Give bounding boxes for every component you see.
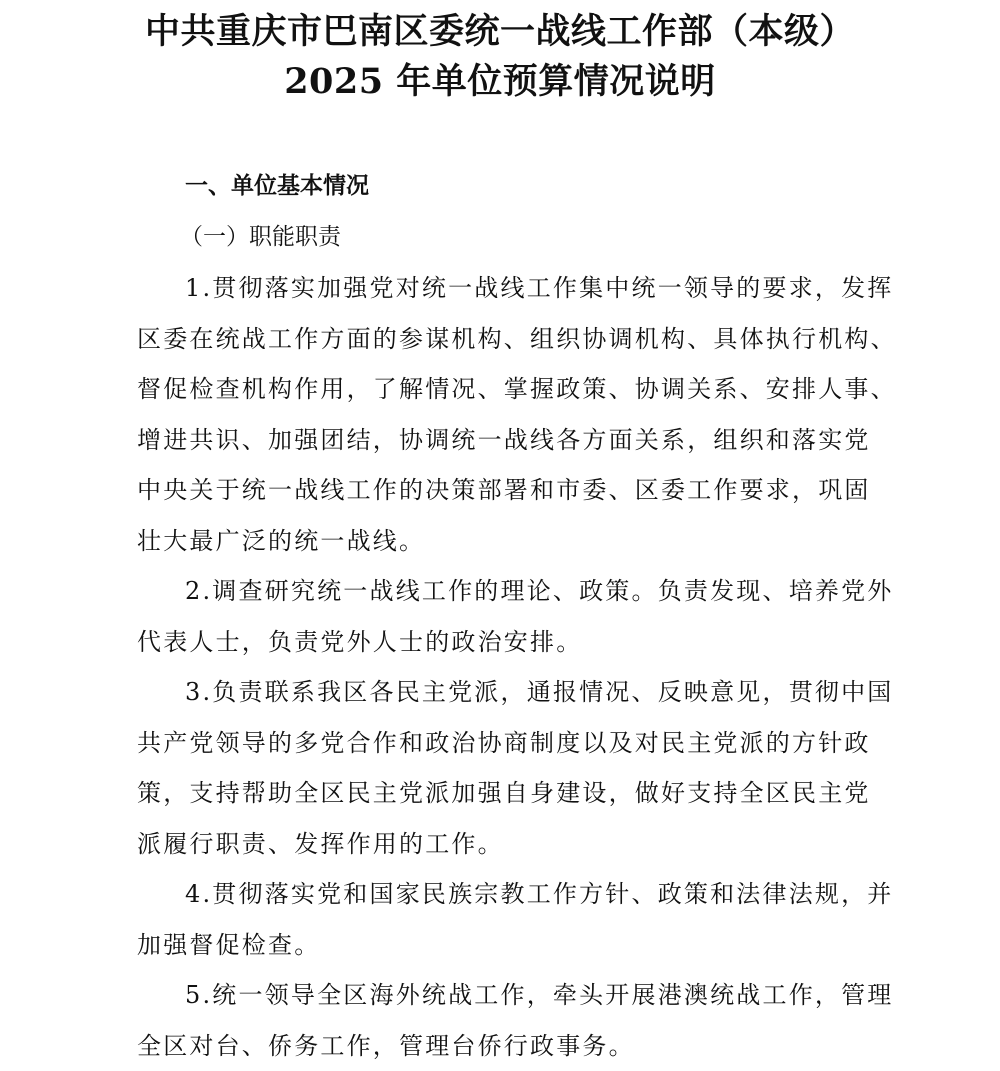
paragraph-line: 4.贯彻落实党和国家民族宗教工作方针、政策和法律法规，并 (137, 869, 897, 920)
document-title-line-1: 中共重庆市巴南区委统一战线工作部（本级） (0, 12, 1000, 52)
paragraph-line: 区委在统战工作方面的参谋机构、组织协调机构、具体执行机构、 (137, 314, 897, 365)
paragraph-4 (137, 869, 897, 970)
section-heading: 一、单位基本情况 (185, 171, 369, 201)
paragraph-line: 5.统一领导全区海外统战工作，牵头开展港澳统战工作，管理 (137, 970, 897, 1021)
paragraph-line: 壮大最广泛的统一战线。 (137, 516, 897, 567)
paragraph-5 (137, 970, 897, 1071)
document-title-line-2: 2025 年单位预算情况说明 (0, 62, 1000, 102)
subsection-heading: （一）职能职责 (180, 222, 341, 252)
paragraph-line: 派履行职责、发挥作用的工作。 (137, 819, 897, 870)
paragraph-line: 1.贯彻落实加强党对统一战线工作集中统一领导的要求，发挥 (137, 263, 897, 314)
paragraph-line: 3.负责联系我区各民主党派，通报情况、反映意见，贯彻中国 (137, 667, 897, 718)
paragraph-line: 策，支持帮助全区民主党派加强自身建设，做好支持全区民主党 (137, 768, 897, 819)
paragraph-1 (137, 263, 897, 566)
paragraph-line: 2.调查研究统一战线工作的理论、政策。负责发现、培养党外 (137, 566, 897, 617)
paragraph-2 (137, 566, 897, 667)
paragraph-line: 共产党领导的多党合作和政治协商制度以及对民主党派的方针政 (137, 718, 897, 769)
paragraph-line: 全区对台、侨务工作，管理台侨行政事务。 (137, 1021, 897, 1071)
paragraph-line: 加强督促检查。 (137, 920, 897, 971)
paragraph-3 (137, 667, 897, 869)
paragraph-line: 督促检查机构作用，了解情况、掌握政策、协调关系、安排人事、 (137, 364, 897, 415)
paragraph-line: 中央关于统一战线工作的决策部署和市委、区委工作要求，巩固 (137, 465, 897, 516)
paragraph-line: 代表人士，负责党外人士的政治安排。 (137, 617, 897, 668)
paragraph-line: 增进共识、加强团结，协调统一战线各方面关系，组织和落实党 (137, 415, 897, 466)
